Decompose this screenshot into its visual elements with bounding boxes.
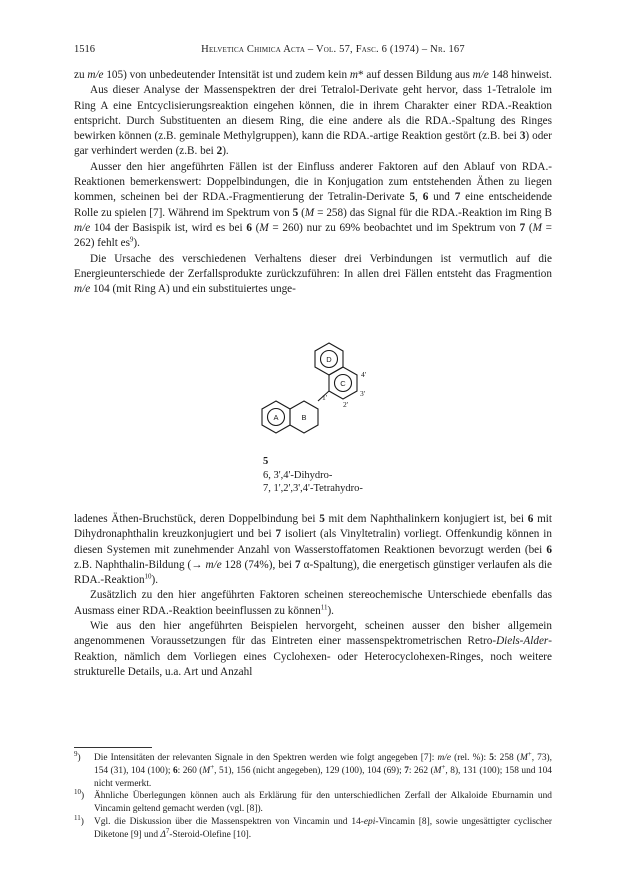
position-label-1: 1' <box>322 393 328 402</box>
ring-label-c: C <box>340 379 346 388</box>
ring-label-a: A <box>273 413 279 422</box>
footnote-rule <box>74 747 152 748</box>
ring-label-b: B <box>301 413 307 422</box>
position-label-2: 2' <box>343 400 349 409</box>
caption-line: 6, 3',4'-Dihydro- <box>263 469 333 481</box>
paragraph: Die Ursache des verschiedenen Verhaltens dieser drei Verbindungen ist vermutlich auf die Energieunterschiede der Zerfallsprodukte zurückzuführen: In allen drei Fällen entsteht das Fragmention m/e 104 (mit Ring A) und ein substituiertes unge- <box>74 252 552 296</box>
position-label-4: 4' <box>361 370 367 379</box>
paragraph: ladenes Äthen-Bruchstück, deren Doppelbindung bei 5 mit dem Naphthalinkern konjugiert ist, bei 6 mit Dihydronaphthalin kreuzkonjugiert und bei 7 isoliert (als Vinyltetralin) vorliegt. Offenkundig können in diesen Systemen mit zunehmender Anzahl von Wasserstoffatomen Reaktionen bevorzugt werden (bei 6 z.B. Naphthalin-Bildung (→ m/e 128 (74%), bei 7 α-Spaltung), die energetisch günstiger verlaufen als die RDA.-Reaktion$^{10}$). <box>74 513 553 587</box>
ring-label-d: D <box>326 355 332 364</box>
paragraph: Zusätzlich zu den hier angeführten Faktoren scheinen stereochemische Unterschiede ebenfalls das Ausmass einer RDA.-Reaktion beeinflussen zu können$^{11}$). <box>74 589 552 617</box>
paragraph: zu m/e 105) von unbedeutender Intensität ist und zudem kein m* auf dessen Bildung aus m/e 148 hinweist. <box>74 69 552 81</box>
caption-line: 7, 1',2',3',4'-Tetrahydro- <box>263 483 363 494</box>
running-head: Helvetica Chimica Acta – Vol. 57, Fasc. 6 (1974) – Nr. 167 <box>201 44 465 55</box>
caption-line: 5 <box>263 456 269 467</box>
footnote: $^9$) Die Intensitäten der relevanten Signale in den Spektren werden wie folgt angegeben [7]: m/e (rel. %): 5: 258 (M+, 73), 154 (31), 104 (100); 6: 260 (M+, 51), 156 (nicht angegeben), 129 (100), 104 (69); 7: 262 (M+, 8), 131 (100); 158 und 104 nicht vermerkt. <box>74 749 552 789</box>
footnote: $^{11}$) Vgl. die Diskussion über die Massenspektren von Vincamin und 14-epi-Vincamin [8], sowie ungesättigter cyclischer Diketone [9] und $\Delta^7-Steroid$-Olefine [10]. <box>74 813 552 840</box>
figure-caption <box>263 455 363 496</box>
body-text-bottom <box>74 512 552 680</box>
running-header <box>74 44 552 60</box>
body-text-top <box>74 68 552 297</box>
structure-figure <box>250 340 400 465</box>
paragraph: Ausser den hier angeführten Fällen ist der Einfluss anderer Faktoren auf den Ablauf von RDA.-Reaktionen bemerkenswert: Doppelbindungen, die in Konjugation zum entstehenden Äthen zu liegen kommen, scheinen bei der RDA.-Fragmentierung der Tetralin-Derivate 5, 6 und 7 eine entscheidende Rolle zu spielen [7]. Während im Spektrum von 5 (M = 258) das Signal für die RDA.-Reaktion im Ring B m/e 104 der Basispik ist, wird es bei 6 (M = 260) nur zu 69% beobachtet und im Spektrum von 7 (M = 262) fehlt $es^9$). <box>74 160 553 250</box>
page-number: 1516 <box>74 44 95 55</box>
paragraph: Aus dieser Analyse der Massenspektren der drei Tetralol-Derivate geht hervor, dass 1-Tetralole im Ring A eine Entcyclisierungsreaktion eingehen können, die in ihrem Charakter einer RDA.-Reaktion entspricht. Durch Substituenten an diesem Ring, die eine andere als die RDA.-Spaltung des Ringes bewirken können (z.B. geminale Methylgruppen), kann die RDA.-artige Reaktion gestört (z.B. bei 3) oder gar verhindert werden (z.B. bei 2). <box>74 84 552 158</box>
paragraph: Wie aus den hier angeführten Beispielen hervorgeht, scheinen ausser den bisher allgemein angenommenen Voraussetzungen für das Eintreten einer massenspektrometrischen Retro-Diels-Alder-Reaktion, nämlich dem Vorliegen eines Cyclohexen- oder Heterocyclohexen-Ringes, noch weitere strukturelle Details, u.a. Art und Anzahl <box>74 620 552 678</box>
footnotes <box>74 749 552 842</box>
position-label-3: 3' <box>360 389 366 398</box>
footnote: $^{10}$) Ähnliche Überlegungen können auch als Erklärung für den unterschiedlichen Zerfall der Alkaloide Eburnamin und Vincamin geltend gemacht werden (vgl. [8]). <box>74 788 552 815</box>
